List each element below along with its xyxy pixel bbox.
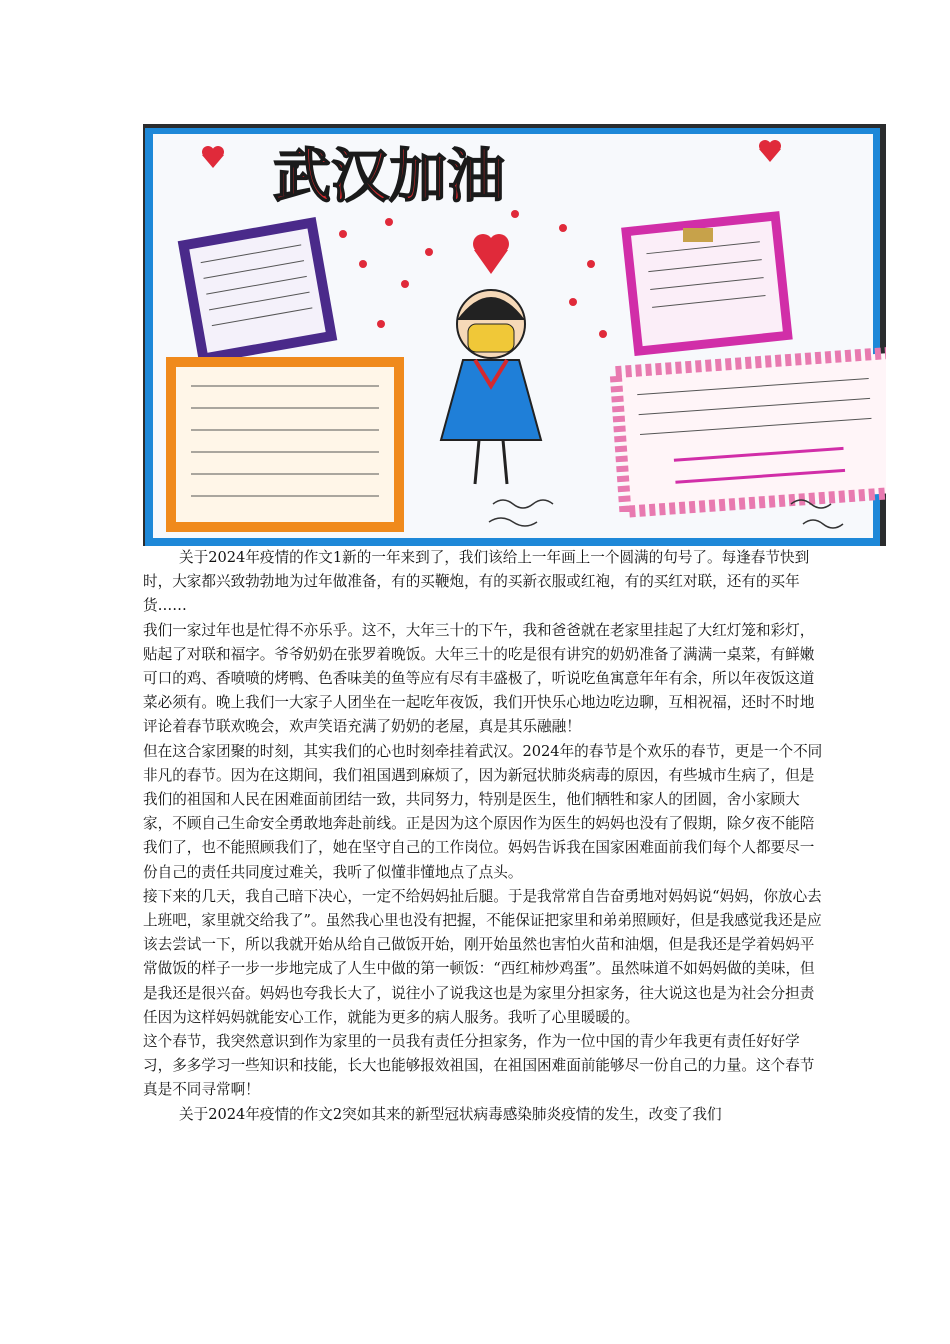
paragraph-5: 这个春节，我突然意识到作为家里的一员我有责任分担家务，作为一位中国的青少年我更有责任好好学习，多多学习一些知识和技能，长大也能够报效祖国，在祖国困难面前能够尽一份自己的力量。这个春节真是不同寻常啊！ (143, 1033, 815, 1099)
article-body (143, 546, 823, 1127)
paragraph-2: 我们一家过年也是忙得不亦乐乎。这不，大年三十的下午，我和爸爸就在老家里挂起了大红灯笼和彩灯，贴起了对联和福字。爷爷奶奶在张罗着晚饭。大年三十的吃是很有讲究的奶奶准备了满满一桌菜，有鲜嫩可口的鸡、香喷喷的烤鸭、色香味美的鱼等应有尽有丰盛极了，听说吃鱼寓意年年有余，所以年夜饭这道菜必须有。晚上我们一大家子人团坐在一起吃年夜饭，我们开快乐心地边吃边聊，互相祝福，还时不时地评论着春节联欢晚会，欢声笑语充满了奶奶的老屋，真是其乐融融！ (143, 621, 815, 736)
paragraph-1: 关于2024年疫情的作文1新的一年来到了，我们该给上一年画上一个圆满的句号了。每逢春节快到时，大家都兴致勃勃地为过年做准备，有的买鞭炮，有的买新衣服或红袍，有的买红对联，还有的买年货…… (143, 549, 810, 615)
paragraph-6: 关于2024年疫情的作文2突如其来的新型冠状病毒感染肺炎疫情的发生，改变了我们 (179, 1105, 722, 1123)
paragraph-3: 但在这合家团聚的时刻，其实我们的心也时刻牵挂着武汉。2024年的春节是个欢乐的春节，更是一个不同非凡的春节。因为在这期间，我们祖国遇到麻烦了，因为新冠状肺炎病毒的原因，有些城市生病了，但是我们的祖国和人民在困难面前团结一致，共同努力，特别是医生，他们牺牲和家人的团圆，舍小家顾大家，不顾自己生命安全勇敢地奔赴前线。正是因为这个原因作为医生的妈妈也没有了假期，除夕夜不能陪我们了，也不能照顾我们了，她在坚守自己的工作岗位。妈妈告诉我在国家困难面前我们每个人都要尽一份自己的责任共同度过难关，我听了似懂非懂地点了点头。 (143, 742, 823, 881)
poster-image (143, 124, 886, 546)
paragraph-4: 接下来的几天，我自己暗下决心，一定不给妈妈扯后腿。于是我常常自告奋勇地对妈妈说“妈妈，你放心去上班吧，家里就交给我了”。虽然我心里也没有把握，不能保证把家里和弟弟照顾好，但是我感觉我还是应该去尝试一下，所以我就开始从给自己做饭开始，刚开始虽然也害怕火苗和油烟，但是我还是学着妈妈平常做饭的样子一步一步地完成了人生中做的第一顿饭：“西红柿炒鸡蛋”。虽然味道不如妈妈做的美味，但是我还是很兴奋。妈妈也夸我长大了，说往小了说我这也是为家里分担家务，往大说这也是为社会分担责任因为这样妈妈就能安心工作，就能为更多的病人服务。我听了心里暖暖的。 (143, 887, 822, 1026)
svg-text:武汉加油: 武汉加油 (273, 142, 506, 210)
